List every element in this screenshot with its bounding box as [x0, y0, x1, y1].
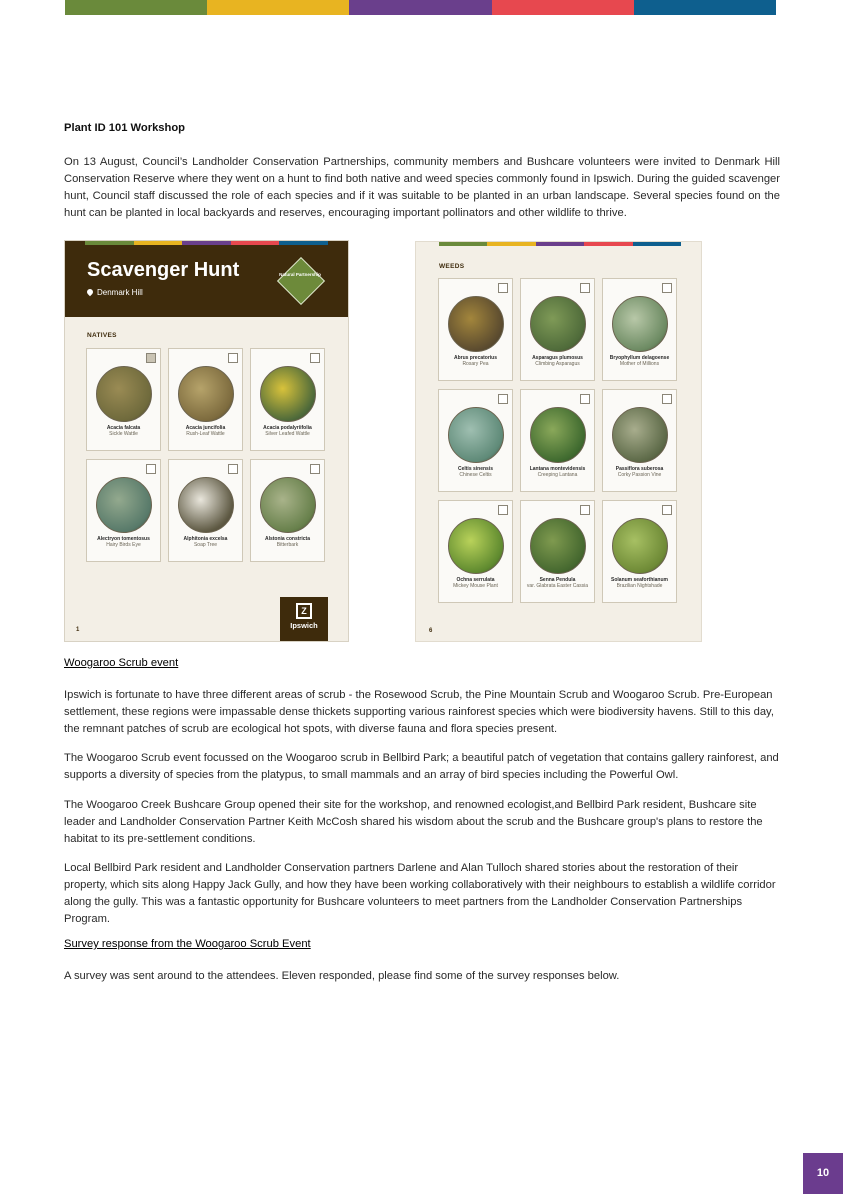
card-location [87, 288, 143, 297]
natives-card [64, 240, 349, 642]
tile-checkbox[interactable] [146, 353, 156, 363]
plant-common-name: Sickle Wattle [109, 431, 138, 437]
woogaroo-heading: Woogaroo Scrub event [64, 657, 179, 669]
color-segment [634, 0, 776, 15]
plant-scientific-name: Abrus precatorius [453, 355, 498, 361]
top-color-bar [65, 0, 776, 15]
tile-checkbox[interactable] [228, 353, 238, 363]
plant-scientific-name: Acacia juncifolia [185, 425, 226, 431]
plant-tile [602, 500, 677, 603]
plant-photo [96, 477, 152, 533]
card-title: Scavenger Hunt [87, 259, 240, 281]
tile-checkbox[interactable] [310, 464, 320, 474]
weeds-label: WEEDS [439, 263, 465, 270]
plant-photo [530, 407, 586, 463]
plant-tile [250, 459, 325, 562]
plant-scientific-name: Solanum seaforthianum [611, 577, 668, 583]
weeds-card [415, 241, 702, 642]
plant-scientific-name: Senna Pendula [539, 577, 576, 583]
plant-tile [438, 278, 513, 381]
location-pin-icon [86, 288, 94, 296]
page-number-badge: 10 [803, 1153, 843, 1194]
tile-checkbox[interactable] [498, 394, 508, 404]
plant-common-name: var. Glabrata Easter Cassia [526, 583, 589, 589]
survey-heading: Survey response from the Woogaroo Scrub Event [64, 938, 311, 950]
tile-checkbox[interactable] [228, 464, 238, 474]
color-segment [65, 0, 207, 15]
plant-photo [530, 296, 586, 352]
color-segment [207, 0, 349, 15]
tile-checkbox[interactable] [498, 505, 508, 515]
plant-common-name: Hairy Birds Eye [106, 542, 141, 548]
card-color-strip [85, 241, 328, 245]
plant-photo [96, 366, 152, 422]
plant-tile [250, 348, 325, 451]
tile-checkbox[interactable] [662, 283, 672, 293]
plant-scientific-name: Acacia falcata [106, 425, 141, 431]
natives-label: NATIVES [87, 332, 117, 339]
plant-tile [438, 389, 513, 492]
workshop-heading: Plant ID 101 Workshop [64, 122, 186, 134]
woogaroo-paragraph-2: The Woogaroo Scrub event focussed on the Woogaroo scrub in Bellbird Park; a beautiful patch of vegetation that contains gallery rainforest, and supports a diversity of species from the platypus, to small mammals and an array of bird species including the Powerful Owl. [64, 752, 779, 781]
plant-tile [438, 500, 513, 603]
ipswich-logo-text: Ipswich [290, 621, 318, 630]
color-segment [349, 0, 491, 15]
plant-photo [612, 518, 668, 574]
plant-photo [178, 366, 234, 422]
partnership-badge-icon [277, 257, 325, 305]
color-segment [492, 0, 634, 15]
plant-tile [602, 389, 677, 492]
plant-photo [612, 407, 668, 463]
plant-scientific-name: Bryophyllum delagoense [609, 355, 670, 361]
survey-paragraph: A survey was sent around to the attendees. Eleven responded, please find some of the survey responses below. [64, 970, 620, 982]
plant-photo [612, 296, 668, 352]
plant-scientific-name: Acacia podalyriifolia [263, 425, 312, 431]
plant-tile [520, 278, 595, 381]
card-page-number: 6 [429, 628, 433, 634]
plant-common-name: Silver Leafed Wattle [265, 431, 310, 437]
plant-tile [602, 278, 677, 381]
plant-common-name: Corky Passion Vine [617, 472, 662, 478]
plant-tile [520, 389, 595, 492]
partnership-badge-label: Natural Partnership [279, 272, 321, 277]
plant-scientific-name: Alphitonia excelsa [183, 536, 228, 542]
plant-photo [530, 518, 586, 574]
plant-tile [86, 348, 161, 451]
tile-checkbox[interactable] [580, 394, 590, 404]
woogaroo-paragraph-4: Local Bellbird Park resident and Landholder Conservation partners Darlene and Alan Tulloch shared stories about the restoration of their property, which sits along Happy Jack Gully, and how they have been working collaboratively with their neighbours to establish a wildlife corridor along the gully. This was a fantastic opportunity for Bushcare volunteers to meet partners from the Landholder Conservation Partnerships Program. [64, 862, 776, 925]
tile-checkbox[interactable] [146, 464, 156, 474]
plant-common-name: Mother of Millions [619, 361, 660, 367]
plant-photo [448, 518, 504, 574]
plant-common-name: Rush-Leaf Wattle [186, 431, 225, 437]
plant-common-name: Creeping Lantana [537, 472, 578, 478]
plant-common-name: Bitterbark [276, 542, 299, 548]
plant-scientific-name: Ochna serrulata [456, 577, 495, 583]
plant-photo [448, 407, 504, 463]
plant-scientific-name: Lantana montevidensis [529, 466, 586, 472]
tile-checkbox[interactable] [662, 394, 672, 404]
woogaroo-paragraph-1: Ipswich is fortunate to have three different areas of scrub - the Rosewood Scrub, the Pine Mountain Scrub and Woogaroo Scrub. Pre-European settlement, these regions were impassable dense thickets supporting various rainforest species which were biodiversity havens. Still to this day, the remnant patches of scrub are ecological hot spots, with diverse fauna and flora species present. [64, 689, 774, 735]
tile-checkbox[interactable] [310, 353, 320, 363]
plant-tile [168, 459, 243, 562]
tile-checkbox[interactable] [662, 505, 672, 515]
plant-photo [448, 296, 504, 352]
plant-common-name: Mickey Mouse Plant [453, 583, 498, 589]
tile-checkbox[interactable] [580, 283, 590, 293]
woogaroo-paragraph-3: The Woogaroo Creek Bushcare Group opened their site for the workshop, and renowned ecologist,and Bellbird Park resident, Bushcare site leader and Landholder Conservation Partner Keith McCosh shared his wisdom about the scrub and the Bushcare group's plans to restore the habitat to its pre-settlement conditions. [64, 799, 763, 845]
location-text: Denmark Hill [97, 288, 143, 297]
plant-common-name: Chinese Celtis [459, 472, 492, 478]
plant-scientific-name: Celtis sinensis [457, 466, 493, 472]
plant-common-name: Climbing Asparagus [535, 361, 580, 367]
plant-photo [260, 477, 316, 533]
ipswich-logo [280, 597, 328, 642]
card-page-number: 1 [76, 627, 80, 633]
plant-scientific-name: Alectryon tomentosus [97, 536, 150, 542]
workshop-paragraph: On 13 August, Council’s Landholder Conservation Partnerships, community members and Bushcare volunteers were invited to Denmark Hill Conservation Reserve where they went on a hunt to find both native and weed species commonly found in Ipswich. During the guided scavenger hunt, Council staff discussed the role of each species and if it was suitable to be planted in an urban landscape. Several species found on the hunt can be planted in local backyards and reserves, encouraging important pollinators and other wildlife to thrive. [64, 156, 780, 219]
plant-scientific-name: Asparagus plumosus [532, 355, 583, 361]
plant-common-name: Soap Tree [193, 542, 218, 548]
plant-tile [168, 348, 243, 451]
tile-checkbox[interactable] [498, 283, 508, 293]
plant-common-name: Rosary Pea [462, 361, 489, 367]
tile-checkbox[interactable] [580, 505, 590, 515]
card-header [65, 241, 349, 317]
plant-common-name: Brazilian Nightshade [616, 583, 663, 589]
plant-photo [260, 366, 316, 422]
ipswich-logo-icon: Z [296, 603, 312, 619]
plant-scientific-name: Passiflora suberosa [615, 466, 664, 472]
plant-scientific-name: Alstonia constricta [264, 536, 310, 542]
card-color-strip [439, 242, 681, 246]
plant-tile [86, 459, 161, 562]
plant-tile [520, 500, 595, 603]
plant-photo [178, 477, 234, 533]
